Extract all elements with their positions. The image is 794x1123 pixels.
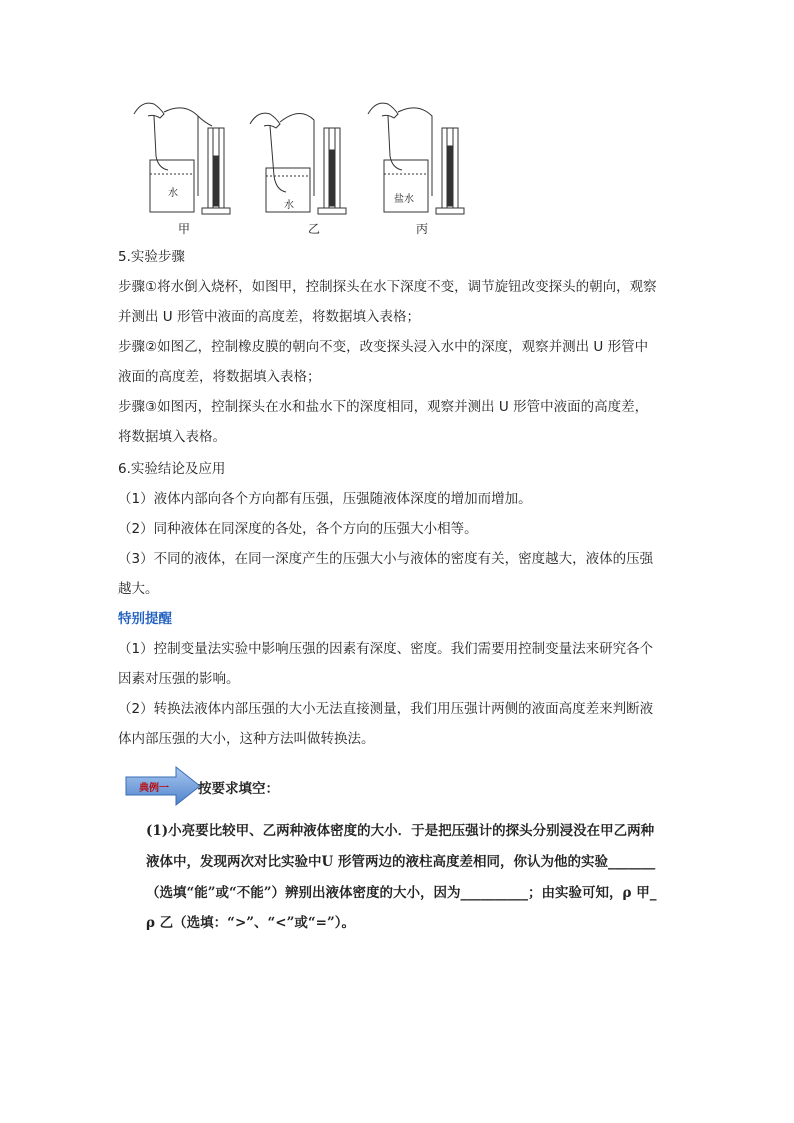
question-line-3: （选填“能”或“不能”）辨别出液体密度的大小，因为__________；由实验可知，ρ 甲_ — [146, 885, 657, 901]
setup-jia — [134, 103, 230, 214]
section5-line-6: 将数据填入表格。 — [118, 429, 226, 445]
section5-line-2: 并测出 U 形管中液面的高度差，将数据填入表格； — [118, 309, 420, 325]
figure-label-bing: 丙 — [415, 222, 428, 236]
pressure-gauge-illustration — [124, 96, 484, 220]
figure-label-yi: 乙 — [307, 222, 320, 236]
section6-heading: 6.实验结论及应用 — [118, 461, 226, 477]
question-line-1: (1)小亮要比较甲、乙两种液体密度的大小．于是把压强计的探头分别浸没在甲乙两种 — [146, 823, 655, 839]
section6-line-3: （3）不同的液体，在同一深度产生的压强大小与液体的密度有关，密度越大，液体的压强 — [118, 551, 654, 567]
section5-heading: 5.实验步骤 — [118, 249, 185, 265]
section5-line-5: 步骤③如图丙，控制探头在水和盐水下的深度相同，观察并测出 U 形管中液面的高度差， — [118, 399, 649, 415]
reminder-line-1: （1）控制变量法实验中影响压强的因素有深度、密度。我们需要用控制变量法来研究各个 — [118, 641, 654, 657]
reminder-line-2: 因素对压强的影响。 — [118, 671, 240, 687]
setup-yi — [250, 113, 346, 214]
section5-line-4: 液面的高度差，将数据填入表格； — [118, 369, 321, 385]
reminder-heading: 特别提醒 — [118, 611, 172, 627]
example-badge — [124, 765, 204, 807]
beaker-label-3: 盐水 — [394, 194, 414, 205]
beaker-label-2: 水 — [284, 200, 294, 211]
example-caption: 按要求填空： — [198, 781, 279, 797]
section6-line-2: （2）同种液体在同深度的各处，各个方向的压强大小相等。 — [118, 521, 478, 537]
reminder-line-4: 体内部压强的大小，这种方法叫做转换法。 — [118, 731, 375, 747]
badge-label: 典例一 — [139, 783, 169, 794]
question-line-4: ρ 乙（选填：“>”、“<”或“=”）。 — [146, 915, 355, 931]
section5-line-1: 步骤①将水倒入烧杯，如图甲，控制探头在水下深度不变，调节旋钮改变探头的朝向，观察 — [118, 279, 657, 295]
section6-line-1: （1）液体内部向各个方向都有压强，压强随液体深度的增加而增加。 — [118, 491, 532, 507]
beaker-label-1: 水 — [168, 188, 178, 199]
question-line-2: 液体中，发现两次对比实验中U 形管两边的液柱高度差相同，你认为他的实验_______ — [146, 854, 656, 870]
section5-line-3: 步骤②如图乙，控制橡皮膜的朝向不变，改变探头浸入水中的深度，观察并测出 U 形管中 — [118, 339, 649, 355]
setup-bing — [368, 103, 464, 214]
experiment-figure — [124, 96, 484, 240]
figure-label-jia: 甲 — [177, 222, 190, 236]
section6-line-4: 越大。 — [118, 581, 159, 597]
reminder-line-3: （2）转换法液体内部压强的大小无法直接测量，我们用压强计两侧的液面高度差来判断液 — [118, 701, 654, 717]
